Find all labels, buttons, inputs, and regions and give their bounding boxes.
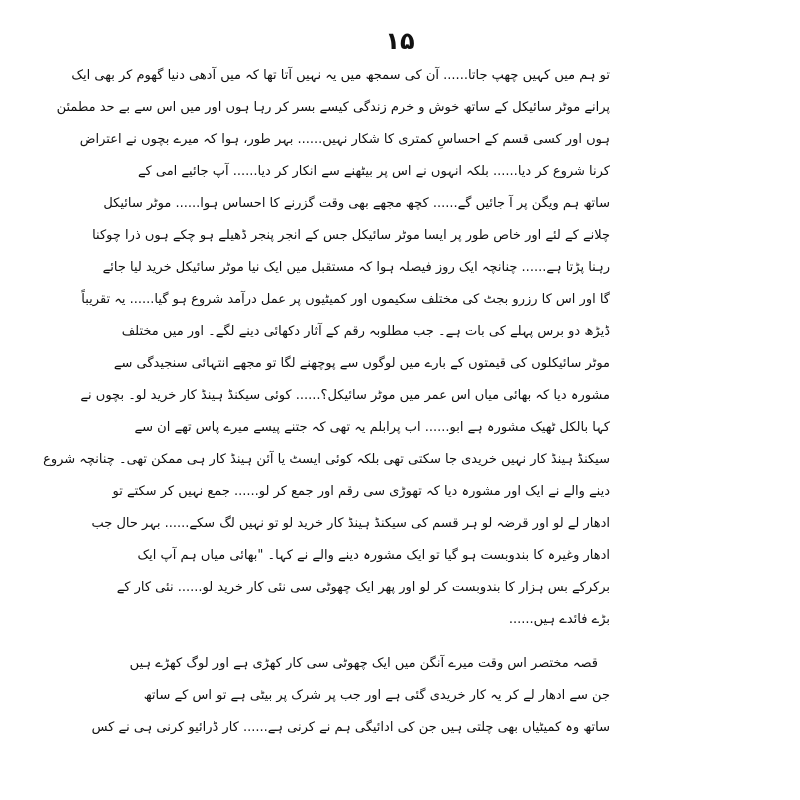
text-line: چلانے کے لئے اور خاص طور پر ایسا موٹر سائیکل جس کے انجر پنجر ڈھیلے ہو چکے ہوں ذرا چوکنا [92, 228, 610, 243]
text-line: ادھار وغیرہ کا بندوبست ہو گیا تو ایک مشورہ دینے والے نے کہا۔ "بھائی میاں ہم آپ ایک [137, 548, 610, 563]
paragraph-gap [190, 636, 610, 648]
body-text [43, 60, 610, 744]
page-number: ۱۵ [385, 27, 415, 55]
paragraph [91, 648, 610, 744]
text-line: دینے والے نے ایک اور مشورہ دیا کہ تھوڑی سی رقم اور جمع کر لو...... جمع نہیں کر سکتے تو [112, 484, 610, 499]
text-line: ساتھ ہم ویگن پر آ جائیں گے...... کچھ مجھے بھی وقت گزرنے کا احساس ہوا...... موٹر سائیکل [103, 196, 610, 211]
text-line: بڑے فائدے ہیں...... [508, 612, 610, 627]
text-line: ڈیڑھ دو برس پہلے کی بات ہے۔ جب مطلوبہ رقم کے آثار دکھائی دینے لگے۔ اور میں مختلف [121, 324, 610, 339]
text-line: ہوں اور کسی قسم کے احساسِ کمتری کا شکار نہیں...... بہر طور، ہوا کہ میرے بچوں نے اعتراض [79, 132, 610, 147]
text-line: برکرکے بس ہزار کا بندوبست کر لو اور پھر ایک چھوٹی سی نئی کار خرید لو...... نئی کار کے [116, 580, 610, 595]
text-line: کرنا شروع کر دیا...... بلکہ انہوں نے اس پر بیٹھنے سے انکار کر دیا...... آپ جائیے امی کے [137, 164, 610, 179]
text-line: رہنا پڑتا ہے...... چنانچہ ایک روز فیصلہ ہوا کہ مستقبل میں ایک نیا موٹر سائیکل خرید لیا جائے [102, 260, 610, 275]
text-line: سیکنڈ ہینڈ کار نہیں خریدی جا سکتی تھی بلکہ کوئی ایسٹ یا آئن ہینڈ کار ہی ممکن تھی۔ چنانچہ شروع [43, 452, 610, 467]
text-line: مشورہ دیا کہ بھائی میاں اس عمر میں موٹر سائیکل؟...... کوئی سیکنڈ ہینڈ کار خرید لو۔ بچوں نے [80, 388, 610, 403]
text-line: ساتھ وہ کمیٹیاں بھی چلتی ہیں جن کی ادائیگی ہم نے کرنی ہے...... کار ڈرائیو کرنی ہی نے کس [91, 720, 610, 735]
text-line: کہا بالکل ٹھیک مشورہ ہے ابو...... اب پرابلم یہ تھی کہ جتنے پیسے میرے پاس تھے ان سے [134, 420, 610, 435]
text-line: پرانے موٹر سائیکل کے ساتھ خوش و خرم زندگی کیسے بسر کر رہا ہوں اور میں اس سے بے حد مطمئن [56, 100, 610, 115]
text-line: تو ہم میں کہیں چھپ جاتا...... آن کی سمجھ میں یہ نہیں آتا تھا کہ میں آدھی دنیا گھوم کر بھی ایک [71, 68, 610, 83]
text-line: قصہ مختصر اس وقت میرے آنگن میں ایک چھوٹی سی کار کھڑی ہے اور لوگ کھڑے ہیں [129, 656, 598, 671]
paragraph [43, 60, 610, 636]
text-line: موٹر سائیکلوں کی قیمتوں کے بارے میں لوگوں سے پوچھنے لگا تو مجھے انتہائی سنجیدگی سے [113, 356, 610, 371]
text-line: ادھار لے لو اور قرضہ لو ہر قسم کی سیکنڈ ہینڈ کار خرید لو تو نہیں لگ سکے...... بہر حال جب [91, 516, 610, 531]
text-line: گا اور اس کا رزرو بجٹ کی مختلف سکیموں اور کمیٹیوں پر عمل درآمد شروع ہو گیا...... یہ تقریباً [81, 292, 610, 307]
text-line: جن سے ادھار لے کر یہ کار خریدی گئی ہے اور جب پر شرک پر بیٹی ہے تو اس کے ساتھ [143, 688, 610, 703]
